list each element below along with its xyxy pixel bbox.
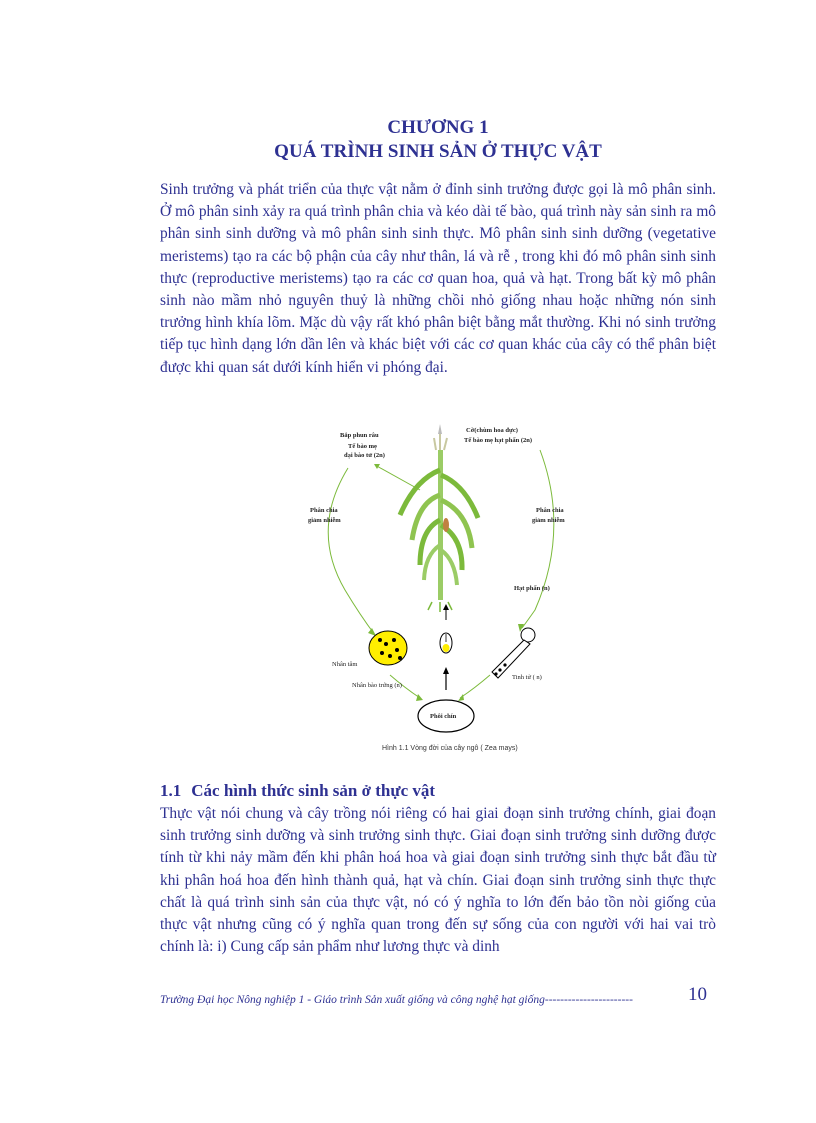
label-tassel: Cờ(chùm hoa đực) [466, 427, 518, 434]
maize-plant-illustration [400, 424, 478, 612]
section-title: Các hình thức sinh sản ở thực vật [191, 781, 436, 800]
page-footer [160, 984, 720, 1008]
label-meiosis-right-1: Phân chia [536, 507, 564, 514]
section-heading [160, 780, 435, 802]
pollen-tube-icon [492, 628, 535, 678]
label-meiosis-right-2: giảm nhiễm [532, 517, 565, 524]
chapter-title: QUÁ TRÌNH SINH SẢN Ở THỰC VẬT [274, 141, 602, 162]
footer-text: Trường Đại học Nông nghiệp 1 - Giáo trình Sản xuất giống và công nghệ hạt giống----------------------- [160, 994, 633, 1006]
chapter-number: CHƯƠNG 1 [387, 117, 489, 138]
label-sperm: Tinh tử ( n) [512, 674, 542, 681]
label-megaspore: đại bào tử (2n) [344, 452, 385, 459]
label-pollen-mother-cell: Tế bào mẹ hạt phấn (2n) [464, 437, 533, 444]
maize-life-cycle-figure [300, 420, 576, 760]
kernel-icon [440, 633, 452, 653]
label-pollen: Hạt phấn (n) [514, 585, 550, 592]
label-silking: Bắp phun râu [340, 432, 379, 439]
label-meiosis-left-1: Phân chia [310, 507, 338, 514]
embryo-sac-icon [369, 631, 407, 665]
maize-life-cycle-diagram [300, 420, 576, 760]
label-polar-nuclei: Nhân tâm [332, 661, 358, 668]
label-egg-nucleus: Nhân bào trứng (n) [352, 682, 402, 689]
page-number: 10 [688, 984, 707, 1005]
label-meiosis-left-2: giảm nhiễm [308, 517, 341, 524]
label-mother-cell: Tế bào mẹ [348, 443, 377, 450]
figure-caption: Hình 1.1 Vòng đời của cây ngô ( Zea mays) [382, 745, 518, 752]
label-embryo: Phôi chín [430, 713, 457, 720]
intro-paragraph: Sinh trưởng và phát triển của thực vật nằm ở đỉnh sinh trưởng được gọi là mô phân sinh. Ở mô phân sinh xảy ra quá trình phân chia và kéo dài tế bào, quá trình này sản sinh ra mô phân sinh sinh dưỡng và mô phân sinh sinh thực. Mô phân sinh sinh dưỡng (vegetative meristems) tạo ra các bộ phận của cây như thân, lá và rễ , trong khi đó mô phân sinh sinh thực (reproductive meristems) tạo ra các cơ quan hoa, quả và hạt. Trong bất kỳ mô phân sinh nào mầm nhỏ nguyên thuỷ là những chồi nhỏ giống nhau hoặc những nón sinh trưởng hình khía lõm. Mặc dù vậy rất khó phân biệt bằng mắt thường. Khi nó sinh trưởng tiếp tục hình dạng lớn dần lên và khác biệt với các cơ quan khác của cây có thể phân biệt được khi quan sát dưới kính hiển vi phóng đại. [160, 181, 716, 376]
section-number: 1.1 [160, 781, 182, 800]
section-paragraph: Thực vật nói chung và cây trồng nói riêng có hai giai đoạn sinh trưởng chính, giai đoạn sinh trưởng sinh dưỡng và sinh trưởng sinh thực. Giai đoạn sinh trưởng sinh dưỡng được tính từ khi nảy mầm đến khi phân hoá hoa và giai đoạn sinh trưởng sinh thực bắt đầu từ khi phân hoá hoa đến hình thành quả, hạt và chín. Giai đoạn sinh trưởng sinh thực thực chất là quá trình sinh sản của thực vật, nó có ý nghĩa to lớn đến bảo tồn nòi giống của thực vật nhưng cũng có ý nghĩa quan trong đến sự sống của con người với hai vai trò chính là: i) Cung cấp sản phẩm như lương thực và dinh [160, 805, 716, 956]
